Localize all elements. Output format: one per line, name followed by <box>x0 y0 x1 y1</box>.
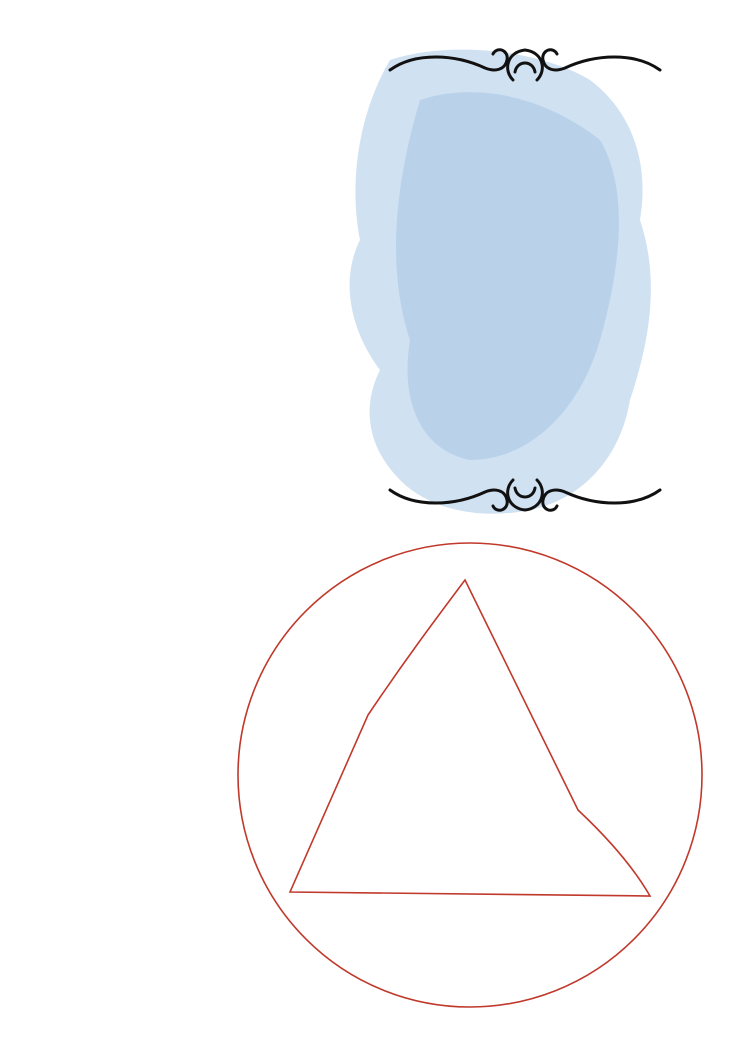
circle-triangle-template <box>230 540 730 1010</box>
cross-stitch-chart-top <box>14 50 291 498</box>
tips-body <box>398 145 668 160</box>
ornament-top-icon <box>385 42 665 92</box>
watercolor-background <box>330 40 660 520</box>
ornament-bottom-icon <box>385 468 665 518</box>
